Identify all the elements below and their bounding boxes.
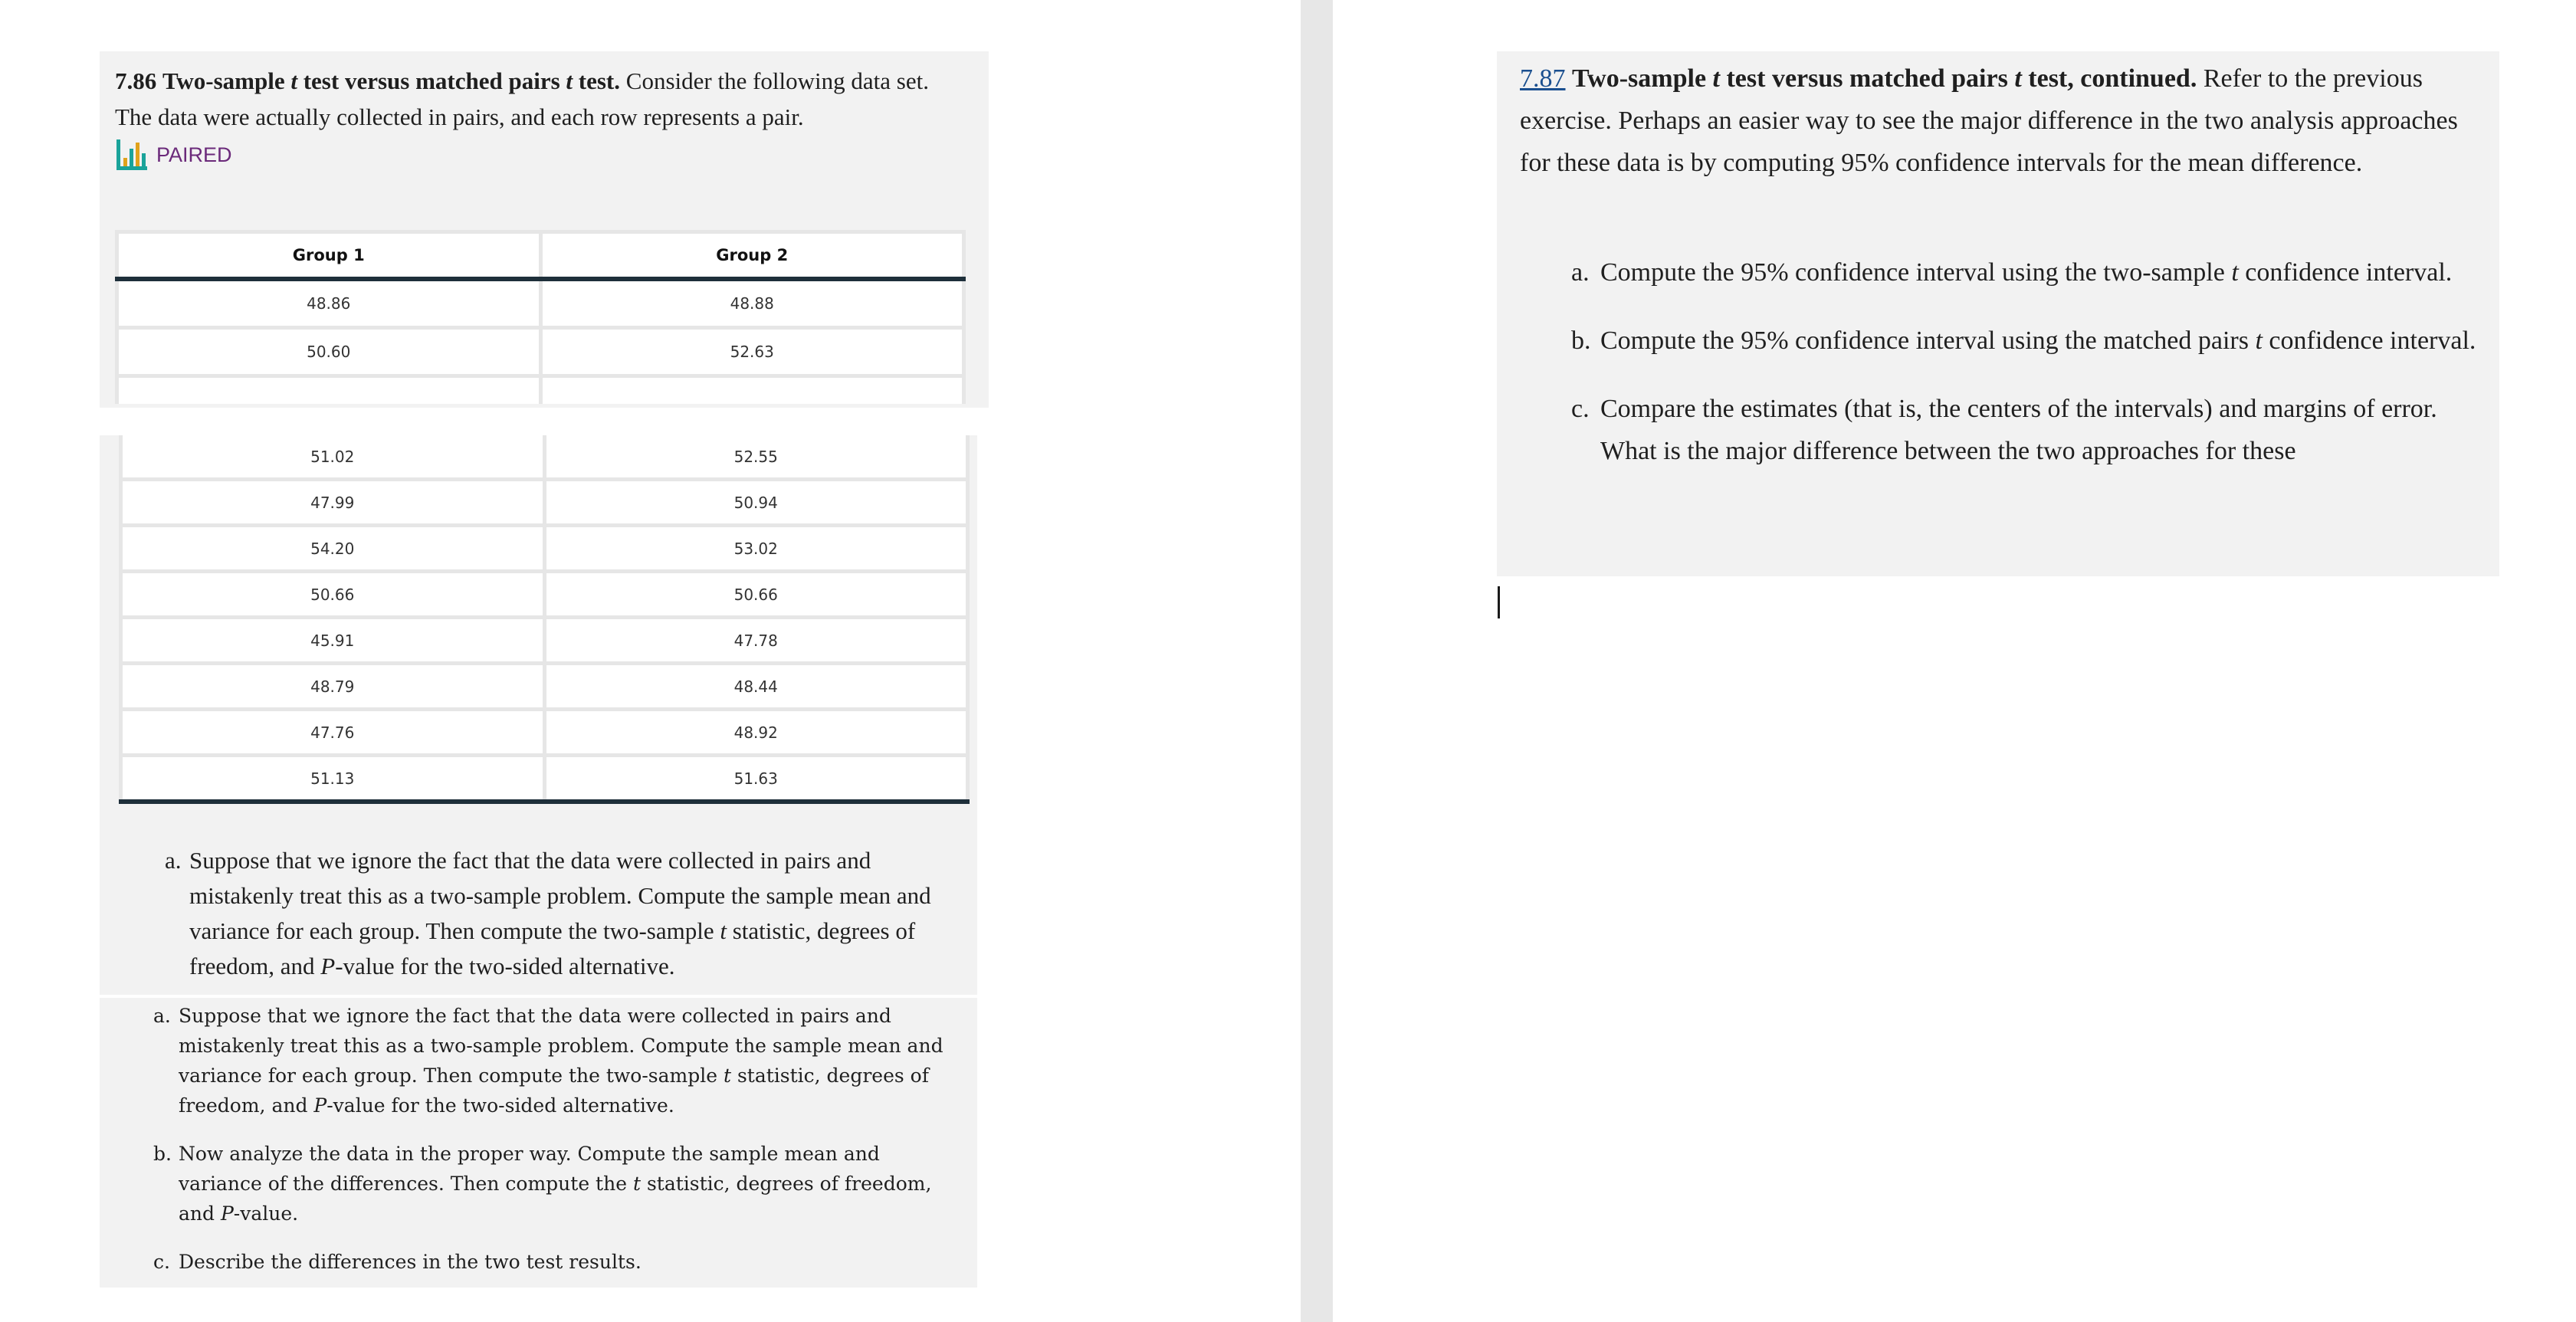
part-a xyxy=(153,1001,966,1120)
table-cell: 51.02 xyxy=(121,435,545,480)
part-a xyxy=(1571,251,2491,294)
table-cell: 47.76 xyxy=(121,710,545,756)
exercise-7-86-parts xyxy=(153,1001,966,1295)
exercise-7-87-intro xyxy=(1520,57,2482,184)
part-text: Describe the differences in the two test results. xyxy=(179,1251,642,1273)
part-label: a. xyxy=(153,1005,171,1027)
table-row xyxy=(117,328,964,376)
part-text: Suppose that we ignore the fact that the data were collected in pairs and mistakenly treat this as a two-sample problem. Compute the sample mean and variance for each group. Then compute the two-sample t statistic, degrees of freedom, and P-value for the two-sided alternative. xyxy=(179,1005,943,1117)
part-label: a. xyxy=(1571,258,1590,287)
part-text: Now analyze the data in the proper way. Compute the sample mean and variance of the differences. Then compute the t statistic, degrees of freedom, and P-value. xyxy=(179,1143,932,1225)
table-cell: 47.99 xyxy=(121,480,545,526)
part-label: b. xyxy=(153,1143,172,1165)
table-cell: 50.60 xyxy=(117,328,541,376)
table-row xyxy=(121,435,968,480)
part-text: Compute the 95% confidence interval using the matched pairs t confidence interval. xyxy=(1600,326,2476,355)
table-cell: 53.02 xyxy=(544,526,968,572)
table-cell: 47.78 xyxy=(544,618,968,664)
data-table-bottom xyxy=(119,435,970,804)
exercise-intro-text: Refer to the previous exercise. Perhaps an easier way to see the major difference in the two analysis approaches for these data is by computing 95% confidence intervals for the mean difference. xyxy=(1520,64,2458,177)
exercise-title: Two-sample t test versus matched pairs t test, continued. xyxy=(1572,64,2197,93)
table-row-partial xyxy=(117,376,964,405)
table-cell: 48.92 xyxy=(544,710,968,756)
part-a-large xyxy=(165,843,977,984)
table-cell: 50.94 xyxy=(544,480,968,526)
paired-dataset-link[interactable] xyxy=(115,136,232,173)
table-cell: 48.86 xyxy=(117,279,541,328)
table-row xyxy=(121,572,968,618)
table-cell: 52.63 xyxy=(540,328,964,376)
exercise-number: 7.86 xyxy=(115,67,157,94)
table-cell: 50.66 xyxy=(121,572,545,618)
part-label: a. xyxy=(165,847,182,874)
bar-chart-icon xyxy=(115,138,149,172)
part-c xyxy=(1571,388,2491,472)
page-gutter xyxy=(1301,0,1333,1322)
exercise-7-86-intro xyxy=(115,63,966,135)
table-cell-empty xyxy=(117,376,541,405)
table-cell: 50.66 xyxy=(544,572,968,618)
exercise-number-link[interactable]: 7.87 xyxy=(1520,64,1566,93)
table-cell-empty xyxy=(540,376,964,405)
table-cell: 51.63 xyxy=(544,756,968,802)
table-row xyxy=(121,710,968,756)
table-cell: 51.13 xyxy=(121,756,545,802)
column-header-group-1: Group 1 xyxy=(117,232,541,280)
part-label: c. xyxy=(153,1251,170,1273)
column-header-group-2: Group 2 xyxy=(540,232,964,280)
table-row xyxy=(121,526,968,572)
table-cell: 48.79 xyxy=(121,664,545,710)
text-cursor xyxy=(1498,586,1500,618)
part-b xyxy=(153,1139,966,1229)
exercise-7-87-parts xyxy=(1571,251,2491,498)
part-text: Compare the estimates (that is, the centers of the intervals) and margins of error. What is the major difference between the two approaches for these xyxy=(1600,395,2437,465)
part-a-large-text: Suppose that we ignore the fact that the data were collected in pairs and mistakenly treat this as a two-sample problem. Compute the sample mean and variance for each group. Then compute the two-sample t statistic, degrees of freedom, and P-value for the two-sided alternative. xyxy=(189,847,931,979)
table-cell: 48.44 xyxy=(544,664,968,710)
table-row xyxy=(121,664,968,710)
table-row xyxy=(121,756,968,802)
table-cell: 45.91 xyxy=(121,618,545,664)
paired-label: PAIRED xyxy=(156,143,232,166)
exercise-intro-text: Consider the following data set. The data were actually collected in pairs, and each row represents a pair. xyxy=(115,67,929,130)
table-cell: 48.88 xyxy=(540,279,964,328)
part-label: b. xyxy=(1571,326,1591,355)
table-row xyxy=(121,480,968,526)
table-row xyxy=(121,618,968,664)
part-c xyxy=(153,1247,966,1277)
part-b xyxy=(1571,320,2491,362)
exercise-title: Two-sample t test versus matched pairs t test. xyxy=(162,67,621,94)
table-cell: 52.55 xyxy=(544,435,968,480)
table-row xyxy=(117,279,964,328)
part-label: c. xyxy=(1571,395,1590,423)
data-table-top xyxy=(115,230,966,404)
part-text: Compute the 95% confidence interval using the two-sample t confidence interval. xyxy=(1600,258,2453,287)
table-cell: 54.20 xyxy=(121,526,545,572)
